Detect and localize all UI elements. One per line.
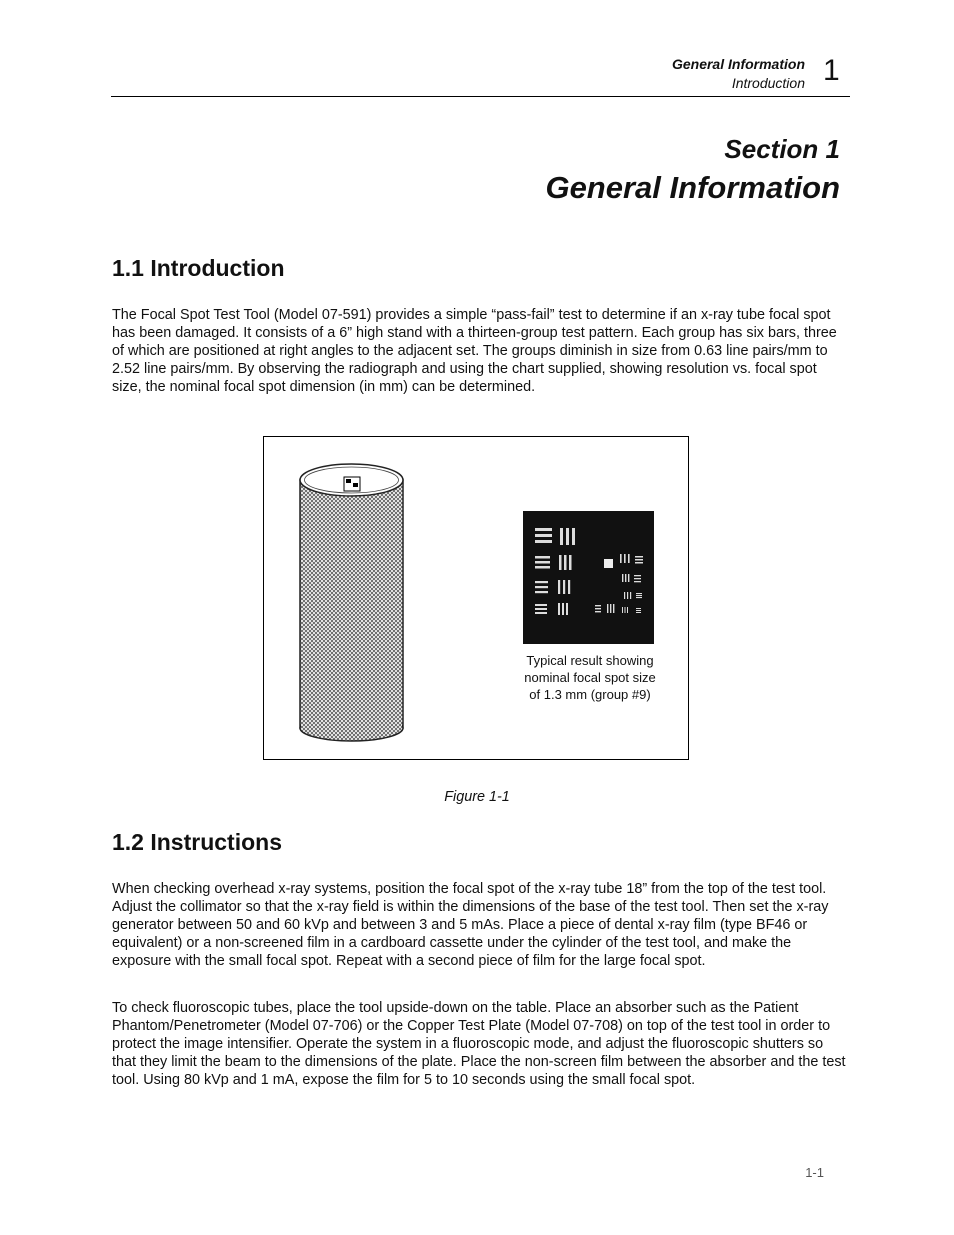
instructions-heading: 1.2 Instructions xyxy=(112,829,282,855)
intro-heading: 1.1 Introduction xyxy=(112,255,285,281)
header-rule xyxy=(111,96,850,97)
figure-1-1 xyxy=(263,436,689,760)
chapter-number: 1 xyxy=(823,54,840,87)
figure-note-line-1: Typical result showing xyxy=(526,653,654,668)
instructions-paragraph-1: When checking overhead x-ray systems, position the focal spot of the x-ray tube 18” from the top of the test tool. Adjust the collimator so that the x-ray field is within the dimensions of the base of the test tool. Then set the x-ray generator between 50 and 60 kVp and between 3 and 5 mAs. Place a piece of dental x-ray film (type BF46 or equivalent) or a non-screened film in a cardboard cassette under the cylinder of the test tool, and make the exposure with the small focal spot. Repeat with a second piece of film for the large focal spot. xyxy=(112,881,829,969)
running-header-title: General Information xyxy=(671,56,805,72)
section-title: General Information xyxy=(545,170,840,205)
figure-note xyxy=(514,652,666,703)
figure-note-line-3: of 1.3 mm (group #9) xyxy=(529,687,651,702)
figure-caption: Figure 1-1 xyxy=(444,789,510,805)
focal-spot-tool-illustration xyxy=(264,437,687,758)
intro-paragraph: The Focal Spot Test Tool (Model 07-591) provides a simple “pass-fail” test to determine if an x-ray tube focal spot has been damaged. It consists of a 6” high stand with a thirteen-group test pattern. Each group has six bars, three of which are positioned at right angles to the adjacent set. The groups diminish in size from 0.63 line pairs/mm to 2.52 line pairs/mm. By observing the radiograph and using the chart supplied, showing resolution vs. focal spot size, the nominal focal spot dimension (in mm) can be determined. xyxy=(112,307,837,395)
radiograph-image xyxy=(523,511,654,644)
section-label: Section 1 xyxy=(724,134,840,164)
running-header-subtitle: Introduction xyxy=(731,75,805,91)
figure-note-line-2: nominal focal spot size xyxy=(524,670,656,685)
page-number: 1-1 xyxy=(805,1165,824,1180)
instructions-paragraph-2: To check fluoroscopic tubes, place the tool upside-down on the table. Place an absorber such as the Patient Phantom/Penetrometer (Model 07-706) or the Copper Test Plate (Model 07-708) on top of the test tool in order to protect the image intensifier. Operate the system in a fluoroscopic mode, and adjust the fluoroscopic shutters so that they limit the beam to the dimensions of the plate. Place the non-screen film between the absorber and the test tool. Using 80 kVp and 1 mA, expose the film for 5 to 10 seconds using the small focal spot. xyxy=(112,1000,846,1088)
